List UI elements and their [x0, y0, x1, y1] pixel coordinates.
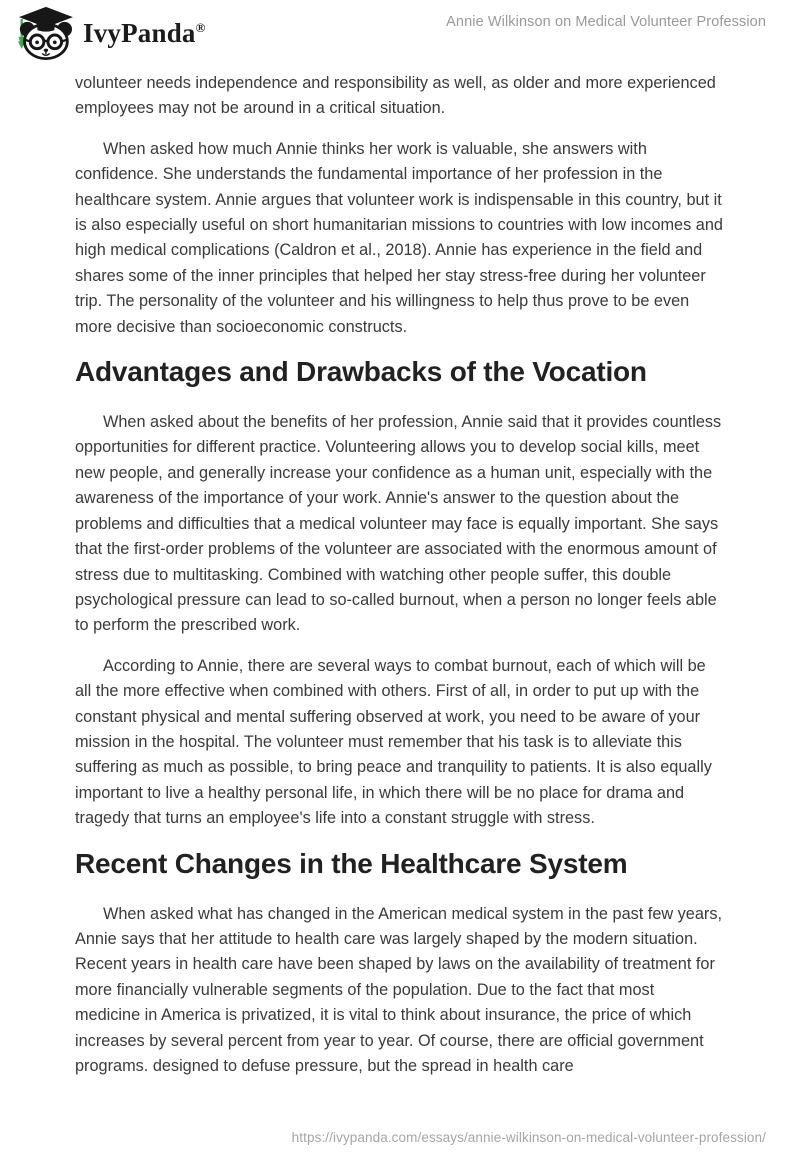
section-heading: Advantages and Drawbacks of the Vocation	[75, 356, 647, 388]
document-body	[75, 71, 723, 1094]
body-paragraph: volunteer needs independence and responsibility as well, as older and more experienced employees may not be around in a critical situation.	[75, 74, 716, 118]
body-paragraph: When asked what has changed in the American medical system in the past few years, Annie says that her attitude to health care was largely shaped by the modern situation. Recent years in health care have been shaped by laws on the availability of treatment for more financially vulnerable segments of the population. Due to the fact that most medicine in America is privatized, it is vital to think about insurance, the price of which increases by several percent from year to year. Of course, there are official government programs. designed to defuse pressure, but the spread in health care	[75, 904, 723, 1075]
document-header-title: Annie Wilkinson on Medical Volunteer Profession	[446, 14, 766, 30]
body-paragraph: According to Annie, there are several ways to combat burnout, each of which will be all the more effective when combined with others. First of all, in order to put up with the constant physical and mental suffering observed at work, you need to be aware of your mission in the hospital. The volunteer must remember that his task is to alleviate this suffering as much as possible, to bring peace and tranquility to patients. It is also equally important to live a healthy personal life, in which there will be no place for drama and tragedy that turns an employee's life into a constant struggle with stress.	[75, 656, 712, 828]
brand-text: IvyPanda	[83, 17, 196, 48]
section-heading: Recent Changes in the Healthcare System	[75, 847, 628, 879]
footer-url[interactable]: https://ivypanda.com/essays/annie-wilkinson-on-medical-volunteer-profession/	[291, 1130, 766, 1145]
registered-mark: ®	[195, 19, 206, 35]
brand-name	[83, 18, 206, 49]
body-paragraph: When asked about the benefits of her profession, Annie said that it provides countless opportunities for different practice. Volunteering allows you to develop social kills, meet new people, and generally increase your confidence as a human unit, especially with the awareness of the importance of your work. Annie's answer to the question about the problems and difficulties that a medical volunteer may face is equally important. She says that the first-order problems of the volunteer are associated with the enormous amount of stress due to multitasking. Combined with watching other people suffer, this double psychological pressure can lead to so-called burnout, when a person no longer feels able to perform the prescribed work.	[75, 413, 722, 635]
ivypanda-logo[interactable]	[14, 6, 206, 60]
panda-graduation-cap-icon	[14, 6, 76, 60]
body-paragraph: When asked how much Annie thinks her work is valuable, she answers with confidence. She understands the fundamental importance of her profession in the healthcare system. Annie argues that volunteer work is indispensable in this country, but it is also especially useful on short humanitarian missions to countries with low incomes and high medical complications (Caldron et al., 2018). Annie has experience in the field and shares some of the inner principles that helped her stay stress-free during her volunteer trip. The personality of the volunteer and his willingness to help thus prove to be even more decisive than socioeconomic constructs.	[75, 139, 723, 336]
page-header	[0, 0, 800, 66]
